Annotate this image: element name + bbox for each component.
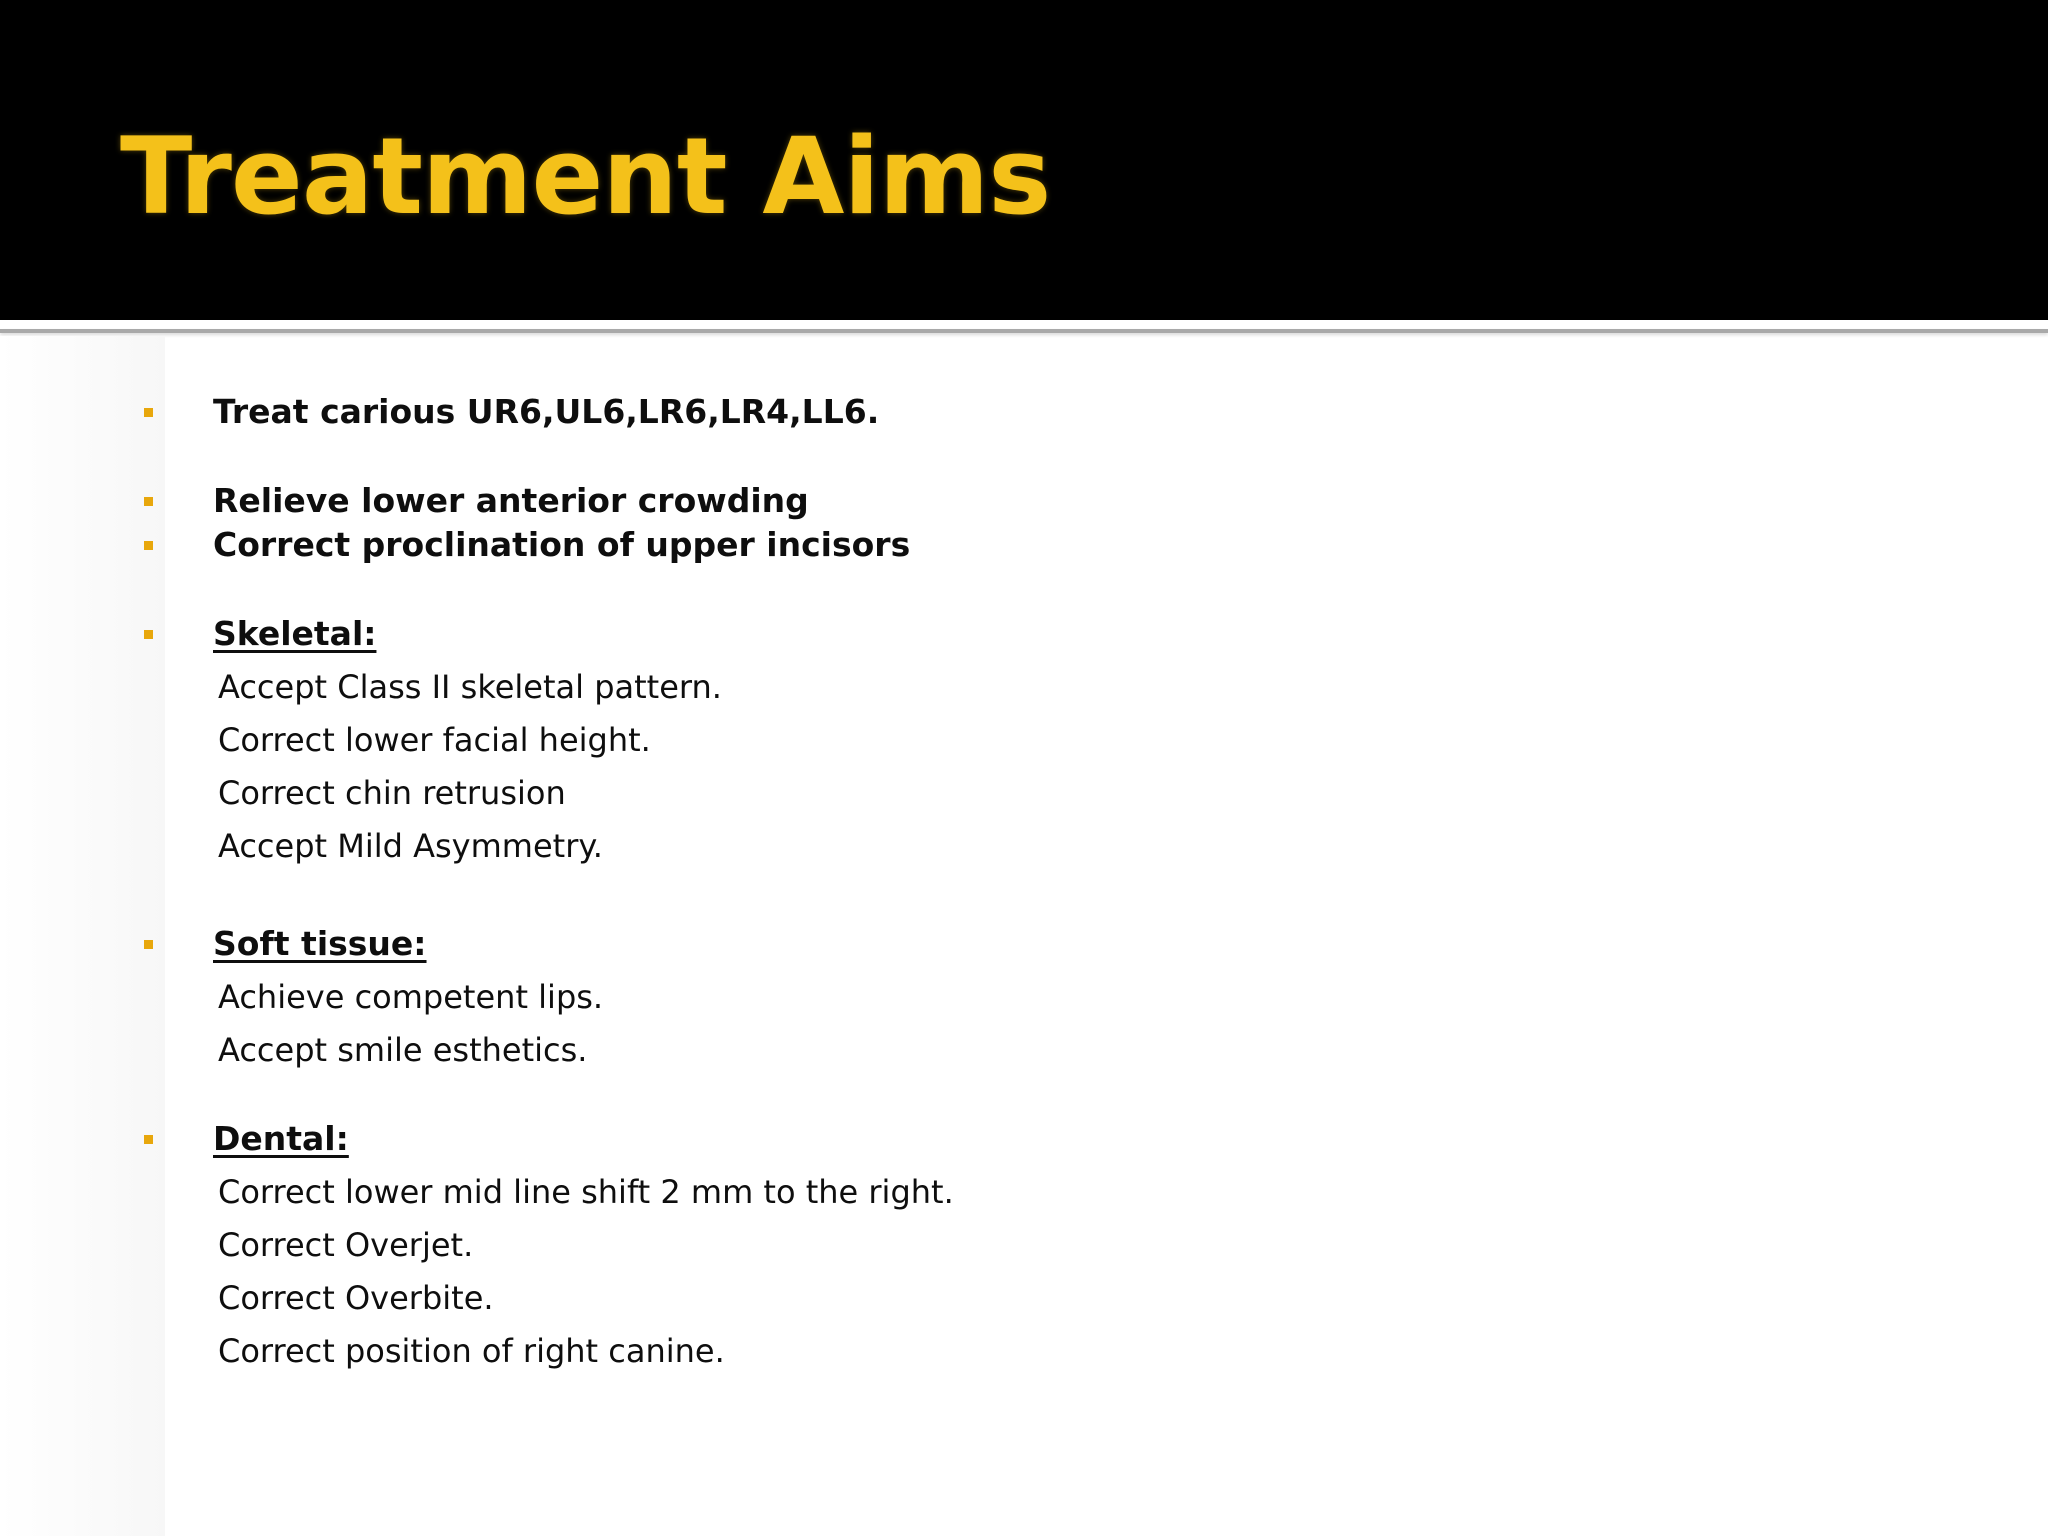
bullet-square-icon xyxy=(144,1135,153,1144)
slide-title: Treatment Aims xyxy=(120,115,1051,238)
section-heading: Skeletal: xyxy=(213,614,377,653)
section-item: Correct lower facial height. xyxy=(218,721,651,759)
bullet-text: Correct proclination of upper incisors xyxy=(213,525,911,564)
section-item: Correct Overjet. xyxy=(218,1226,474,1264)
section-item: Correct Overbite. xyxy=(218,1279,494,1317)
bullet-text: Relieve lower anterior crowding xyxy=(213,481,809,520)
bullet-square-icon xyxy=(144,940,153,949)
bullet-square-icon xyxy=(144,630,153,639)
bullet-square-icon xyxy=(144,541,153,550)
section-heading: Soft tissue: xyxy=(213,924,427,963)
bullet-square-icon xyxy=(144,408,153,417)
section-item: Correct chin retrusion xyxy=(218,774,566,812)
section-item: Correct lower mid line shift 2 mm to the right. xyxy=(218,1173,954,1211)
section-item: Achieve competent lips. xyxy=(218,978,604,1016)
bullet-text: Treat carious UR6,UL6,LR6,LR4,LL6. xyxy=(213,392,880,431)
section-item: Accept Mild Asymmetry. xyxy=(218,827,603,865)
section-item: Correct position of right canine. xyxy=(218,1332,725,1370)
section-item: Accept smile esthetics. xyxy=(218,1031,588,1069)
section-item: Accept Class II skeletal pattern. xyxy=(218,668,722,706)
section-heading: Dental: xyxy=(213,1119,349,1158)
bullet-square-icon xyxy=(144,497,153,506)
